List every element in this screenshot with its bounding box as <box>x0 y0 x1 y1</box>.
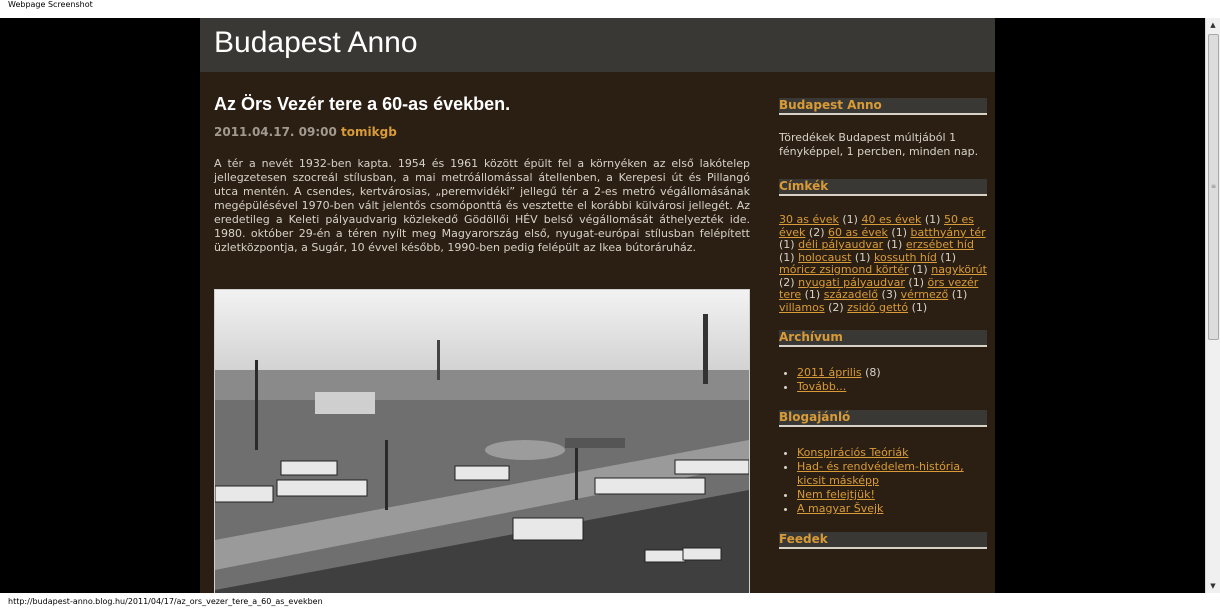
blogroll-link[interactable]: Konspirációs Teóriák <box>797 446 909 459</box>
post-author-link[interactable]: tomikgb <box>341 125 397 139</box>
tag-count: (1) <box>911 300 928 314</box>
archive-list <box>779 366 987 394</box>
post-title[interactable]: Az Örs Vezér tere a 60-as években. <box>214 94 511 114</box>
site-header <box>200 18 995 72</box>
tag-link[interactable]: batthyány tér <box>910 225 986 239</box>
about-text: Töredékek Budapest múltjából 1 fényképpel, 1 percben, minden nap. <box>779 131 979 158</box>
status-bar-url: http://budapest-anno.blog.hu/2011/04/17/az_ors_vezer_tere_a_60_as_evekben <box>0 593 1220 610</box>
capture-label: Webpage Screenshot <box>8 0 93 9</box>
tag-link[interactable]: 50 es évek <box>779 213 974 239</box>
vertical-scrollbar[interactable] <box>1205 18 1220 593</box>
post-date: 2011.04.17. 09:00 <box>214 125 337 139</box>
tag-link[interactable]: századelő <box>823 288 879 301</box>
tag-count: (1) <box>891 225 907 239</box>
scroll-down-arrow-icon[interactable]: ▼ <box>1210 582 1216 590</box>
widget-title-archive: Archívum <box>779 330 987 347</box>
tag-count: (1) <box>912 263 928 276</box>
tag-count: (1) <box>779 250 795 264</box>
tag-link[interactable]: nyugati pályaudvar <box>798 275 905 289</box>
tag-count: (1) <box>804 288 821 301</box>
tag-count: (1) <box>842 213 858 226</box>
site-title[interactable]: Budapest Anno <box>214 26 418 59</box>
blog-post <box>214 92 750 255</box>
tag-link[interactable]: erzsébet híd <box>905 238 974 251</box>
tag-count: (2) <box>828 300 844 314</box>
blogroll-item <box>797 488 987 502</box>
tag-link[interactable]: 60 as évek <box>828 225 888 239</box>
post-meta <box>214 124 750 140</box>
tag-count: (1) <box>854 250 871 264</box>
tag-count: (2) <box>779 275 795 289</box>
post-photo[interactable] <box>214 289 750 593</box>
blogroll-link[interactable]: Had- és rendvédelem-história, kicsit másképp <box>797 460 964 487</box>
tag-count: (1) <box>908 275 924 289</box>
tag-link[interactable]: kossuth híd <box>873 250 937 264</box>
tag-count: (1) <box>779 238 795 251</box>
tag-cloud <box>779 214 987 314</box>
tag-link[interactable]: móricz zsigmond körtér <box>779 263 909 276</box>
archive-more-link[interactable]: Tovább... <box>797 380 847 393</box>
blogroll-list <box>779 446 987 516</box>
tag-count: (1) <box>940 250 957 264</box>
tag-link[interactable]: villamos <box>779 300 825 314</box>
archive-count: (8) <box>865 366 881 379</box>
photo-illustration <box>215 290 749 593</box>
browser-viewport <box>0 18 1205 593</box>
tag-link[interactable]: nagykörút <box>931 263 987 276</box>
blog-page <box>200 18 995 593</box>
tag-link[interactable]: vérmező <box>900 288 949 301</box>
blogroll-link[interactable]: Nem felejtjük! <box>797 488 875 501</box>
tag-link[interactable]: zsidó gettó <box>847 300 909 314</box>
tag-link[interactable]: 30 as évek <box>779 213 839 226</box>
sidebar <box>779 98 987 549</box>
scroll-up-arrow-icon[interactable]: ▲ <box>1210 21 1216 29</box>
blogroll-item <box>797 460 987 488</box>
tag-count: (1) <box>924 213 941 226</box>
tag-count: (1) <box>886 238 903 251</box>
tag-count: (3) <box>881 288 898 301</box>
widget-title-about: Budapest Anno <box>779 98 987 115</box>
scroll-thumb[interactable] <box>1208 34 1219 340</box>
blogroll-item <box>797 446 987 460</box>
widget-title-tags: Címkék <box>779 179 987 196</box>
tag-count: (1) <box>951 288 968 301</box>
archive-link[interactable]: 2011 április <box>797 366 862 379</box>
archive-item <box>797 380 987 394</box>
tag-link[interactable]: örs vezér tere <box>779 275 979 301</box>
tag-link[interactable]: déli pályaudvar <box>798 238 884 251</box>
blogroll-item <box>797 502 987 516</box>
grip-icon: ≡ <box>1211 183 1217 190</box>
widget-title-blogroll: Blogajánló <box>779 410 987 427</box>
tag-count: (2) <box>808 225 825 239</box>
post-body: A tér a nevét 1932-ben kapta. 1954 és 1961 között épült fel a környéken az első lakótelep jellegzetesen szocreál stílusban, a mai metróállomással átellenben, a Kerepesi út és Pillangó utca mentén. A csendes, kertvárosias, „peremvidéki” jellegű tér a 2-es metró végállomásának megépülésével 1970-ben vált jelentős csomóponttá és vesztette el korábbi külvárosi jellegét. Az eredetileg a Keleti pályaudvarig közlekedő Gödöllői HÉV belső végállomását áthelyezték ide. 1980. október 29-én a téren nyílt meg Magyarország első, nyugat-európai stílusban felépített üzletközpontja, a Sugár, 10 évvel később, 1990-ben pedig felépült az Ikea bútoráruház. <box>214 157 750 254</box>
archive-item <box>797 366 987 380</box>
tag-link[interactable]: 40 es évek <box>861 213 922 226</box>
widget-title-feeds: Feedek <box>779 532 987 549</box>
blogroll-link[interactable]: A magyar Švejk <box>797 502 884 515</box>
tag-link[interactable]: holocaust <box>798 250 852 264</box>
